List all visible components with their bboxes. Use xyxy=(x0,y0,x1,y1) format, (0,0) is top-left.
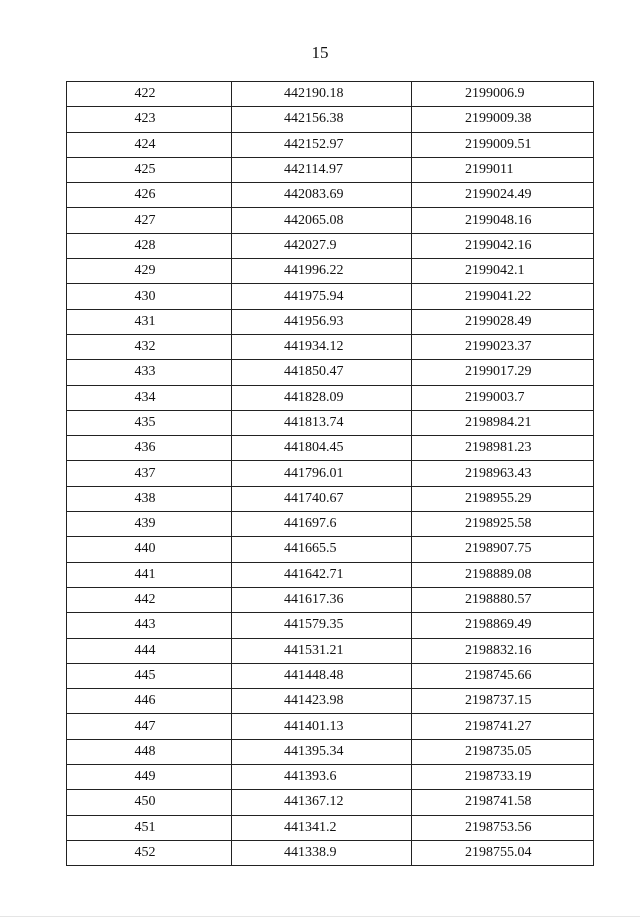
y-coordinate-cell: 2199017.29 xyxy=(412,360,594,385)
table-row xyxy=(67,840,594,865)
y-coordinate-cell: 2198963.43 xyxy=(412,461,594,486)
table-row xyxy=(67,613,594,638)
table-row xyxy=(67,410,594,435)
y-coordinate-cell: 2198880.57 xyxy=(412,587,594,612)
y-coordinate-cell: 2199009.38 xyxy=(412,107,594,132)
table-row xyxy=(67,259,594,284)
table-row xyxy=(67,284,594,309)
point-number-cell: 451 xyxy=(67,815,232,840)
y-coordinate-cell: 2198832.16 xyxy=(412,638,594,663)
table-row xyxy=(67,309,594,334)
x-coordinate-cell: 441338.9 xyxy=(232,840,412,865)
x-coordinate-cell: 441423.98 xyxy=(232,689,412,714)
point-number-cell: 440 xyxy=(67,537,232,562)
point-number-cell: 441 xyxy=(67,562,232,587)
table-row xyxy=(67,183,594,208)
x-coordinate-cell: 441617.36 xyxy=(232,587,412,612)
y-coordinate-cell: 2198869.49 xyxy=(412,613,594,638)
table-row xyxy=(67,714,594,739)
page-bottom-edge xyxy=(0,916,640,917)
x-coordinate-cell: 442083.69 xyxy=(232,183,412,208)
y-coordinate-cell: 2198984.21 xyxy=(412,410,594,435)
point-number-cell: 445 xyxy=(67,663,232,688)
point-number-cell: 433 xyxy=(67,360,232,385)
point-number-cell: 438 xyxy=(67,486,232,511)
table-row xyxy=(67,537,594,562)
table-row xyxy=(67,132,594,157)
point-number-cell: 450 xyxy=(67,790,232,815)
table-row xyxy=(67,689,594,714)
y-coordinate-cell: 2199023.37 xyxy=(412,334,594,359)
point-number-cell: 428 xyxy=(67,233,232,258)
point-number-cell: 435 xyxy=(67,410,232,435)
table-row xyxy=(67,815,594,840)
table-row xyxy=(67,587,594,612)
y-coordinate-cell: 2199006.9 xyxy=(412,82,594,107)
point-number-cell: 439 xyxy=(67,512,232,537)
y-coordinate-cell: 2199024.49 xyxy=(412,183,594,208)
y-coordinate-cell: 2198925.58 xyxy=(412,512,594,537)
table-row xyxy=(67,436,594,461)
table-row xyxy=(67,562,594,587)
table-row xyxy=(67,233,594,258)
point-number-cell: 442 xyxy=(67,587,232,612)
x-coordinate-cell: 441531.21 xyxy=(232,638,412,663)
table-row xyxy=(67,790,594,815)
y-coordinate-cell: 2198889.08 xyxy=(412,562,594,587)
table-row xyxy=(67,385,594,410)
y-coordinate-cell: 2199042.1 xyxy=(412,259,594,284)
y-coordinate-cell: 2198741.58 xyxy=(412,790,594,815)
point-number-cell: 423 xyxy=(67,107,232,132)
x-coordinate-cell: 441579.35 xyxy=(232,613,412,638)
x-coordinate-cell: 441642.71 xyxy=(232,562,412,587)
x-coordinate-cell: 441934.12 xyxy=(232,334,412,359)
y-coordinate-cell: 2199041.22 xyxy=(412,284,594,309)
x-coordinate-cell: 441796.01 xyxy=(232,461,412,486)
point-number-cell: 452 xyxy=(67,840,232,865)
point-number-cell: 449 xyxy=(67,765,232,790)
point-number-cell: 443 xyxy=(67,613,232,638)
y-coordinate-cell: 2198753.56 xyxy=(412,815,594,840)
table-row xyxy=(67,208,594,233)
table-row xyxy=(67,663,594,688)
table-row xyxy=(67,82,594,107)
y-coordinate-cell: 2199009.51 xyxy=(412,132,594,157)
x-coordinate-cell: 442114.97 xyxy=(232,157,412,182)
coordinate-table xyxy=(66,81,594,866)
x-coordinate-cell: 441367.12 xyxy=(232,790,412,815)
y-coordinate-cell: 2199042.16 xyxy=(412,233,594,258)
y-coordinate-cell: 2198755.04 xyxy=(412,840,594,865)
coordinate-table-body xyxy=(67,82,594,866)
x-coordinate-cell: 441804.45 xyxy=(232,436,412,461)
y-coordinate-cell: 2198737.15 xyxy=(412,689,594,714)
point-number-cell: 430 xyxy=(67,284,232,309)
x-coordinate-cell: 442156.38 xyxy=(232,107,412,132)
point-number-cell: 429 xyxy=(67,259,232,284)
table-row xyxy=(67,360,594,385)
x-coordinate-cell: 441975.94 xyxy=(232,284,412,309)
point-number-cell: 425 xyxy=(67,157,232,182)
x-coordinate-cell: 441697.6 xyxy=(232,512,412,537)
x-coordinate-cell: 441813.74 xyxy=(232,410,412,435)
x-coordinate-cell: 441956.93 xyxy=(232,309,412,334)
y-coordinate-cell: 2198907.75 xyxy=(412,537,594,562)
table-row xyxy=(67,739,594,764)
x-coordinate-cell: 441996.22 xyxy=(232,259,412,284)
y-coordinate-cell: 2198981.23 xyxy=(412,436,594,461)
point-number-cell: 448 xyxy=(67,739,232,764)
table-row xyxy=(67,157,594,182)
y-coordinate-cell: 2198733.19 xyxy=(412,765,594,790)
table-row xyxy=(67,638,594,663)
point-number-cell: 446 xyxy=(67,689,232,714)
point-number-cell: 422 xyxy=(67,82,232,107)
x-coordinate-cell: 441828.09 xyxy=(232,385,412,410)
y-coordinate-cell: 2199048.16 xyxy=(412,208,594,233)
x-coordinate-cell: 442190.18 xyxy=(232,82,412,107)
x-coordinate-cell: 442027.9 xyxy=(232,233,412,258)
table-row xyxy=(67,512,594,537)
y-coordinate-cell: 2198955.29 xyxy=(412,486,594,511)
point-number-cell: 427 xyxy=(67,208,232,233)
x-coordinate-cell: 441740.67 xyxy=(232,486,412,511)
x-coordinate-cell: 441401.13 xyxy=(232,714,412,739)
point-number-cell: 437 xyxy=(67,461,232,486)
x-coordinate-cell: 441393.6 xyxy=(232,765,412,790)
table-row xyxy=(67,107,594,132)
table-row xyxy=(67,765,594,790)
y-coordinate-cell: 2199011 xyxy=(412,157,594,182)
x-coordinate-cell: 441665.5 xyxy=(232,537,412,562)
x-coordinate-cell: 441341.2 xyxy=(232,815,412,840)
y-coordinate-cell: 2198745.66 xyxy=(412,663,594,688)
y-coordinate-cell: 2198735.05 xyxy=(412,739,594,764)
point-number-cell: 431 xyxy=(67,309,232,334)
point-number-cell: 424 xyxy=(67,132,232,157)
y-coordinate-cell: 2199028.49 xyxy=(412,309,594,334)
point-number-cell: 436 xyxy=(67,436,232,461)
x-coordinate-cell: 442152.97 xyxy=(232,132,412,157)
point-number-cell: 444 xyxy=(67,638,232,663)
page-number: 15 xyxy=(311,43,329,62)
point-number-cell: 426 xyxy=(67,183,232,208)
point-number-cell: 434 xyxy=(67,385,232,410)
x-coordinate-cell: 441395.34 xyxy=(232,739,412,764)
x-coordinate-cell: 441850.47 xyxy=(232,360,412,385)
table-row xyxy=(67,486,594,511)
point-number-cell: 432 xyxy=(67,334,232,359)
table-row xyxy=(67,461,594,486)
y-coordinate-cell: 2198741.27 xyxy=(412,714,594,739)
y-coordinate-cell: 2199003.7 xyxy=(412,385,594,410)
x-coordinate-cell: 441448.48 xyxy=(232,663,412,688)
table-row xyxy=(67,334,594,359)
x-coordinate-cell: 442065.08 xyxy=(232,208,412,233)
point-number-cell: 447 xyxy=(67,714,232,739)
